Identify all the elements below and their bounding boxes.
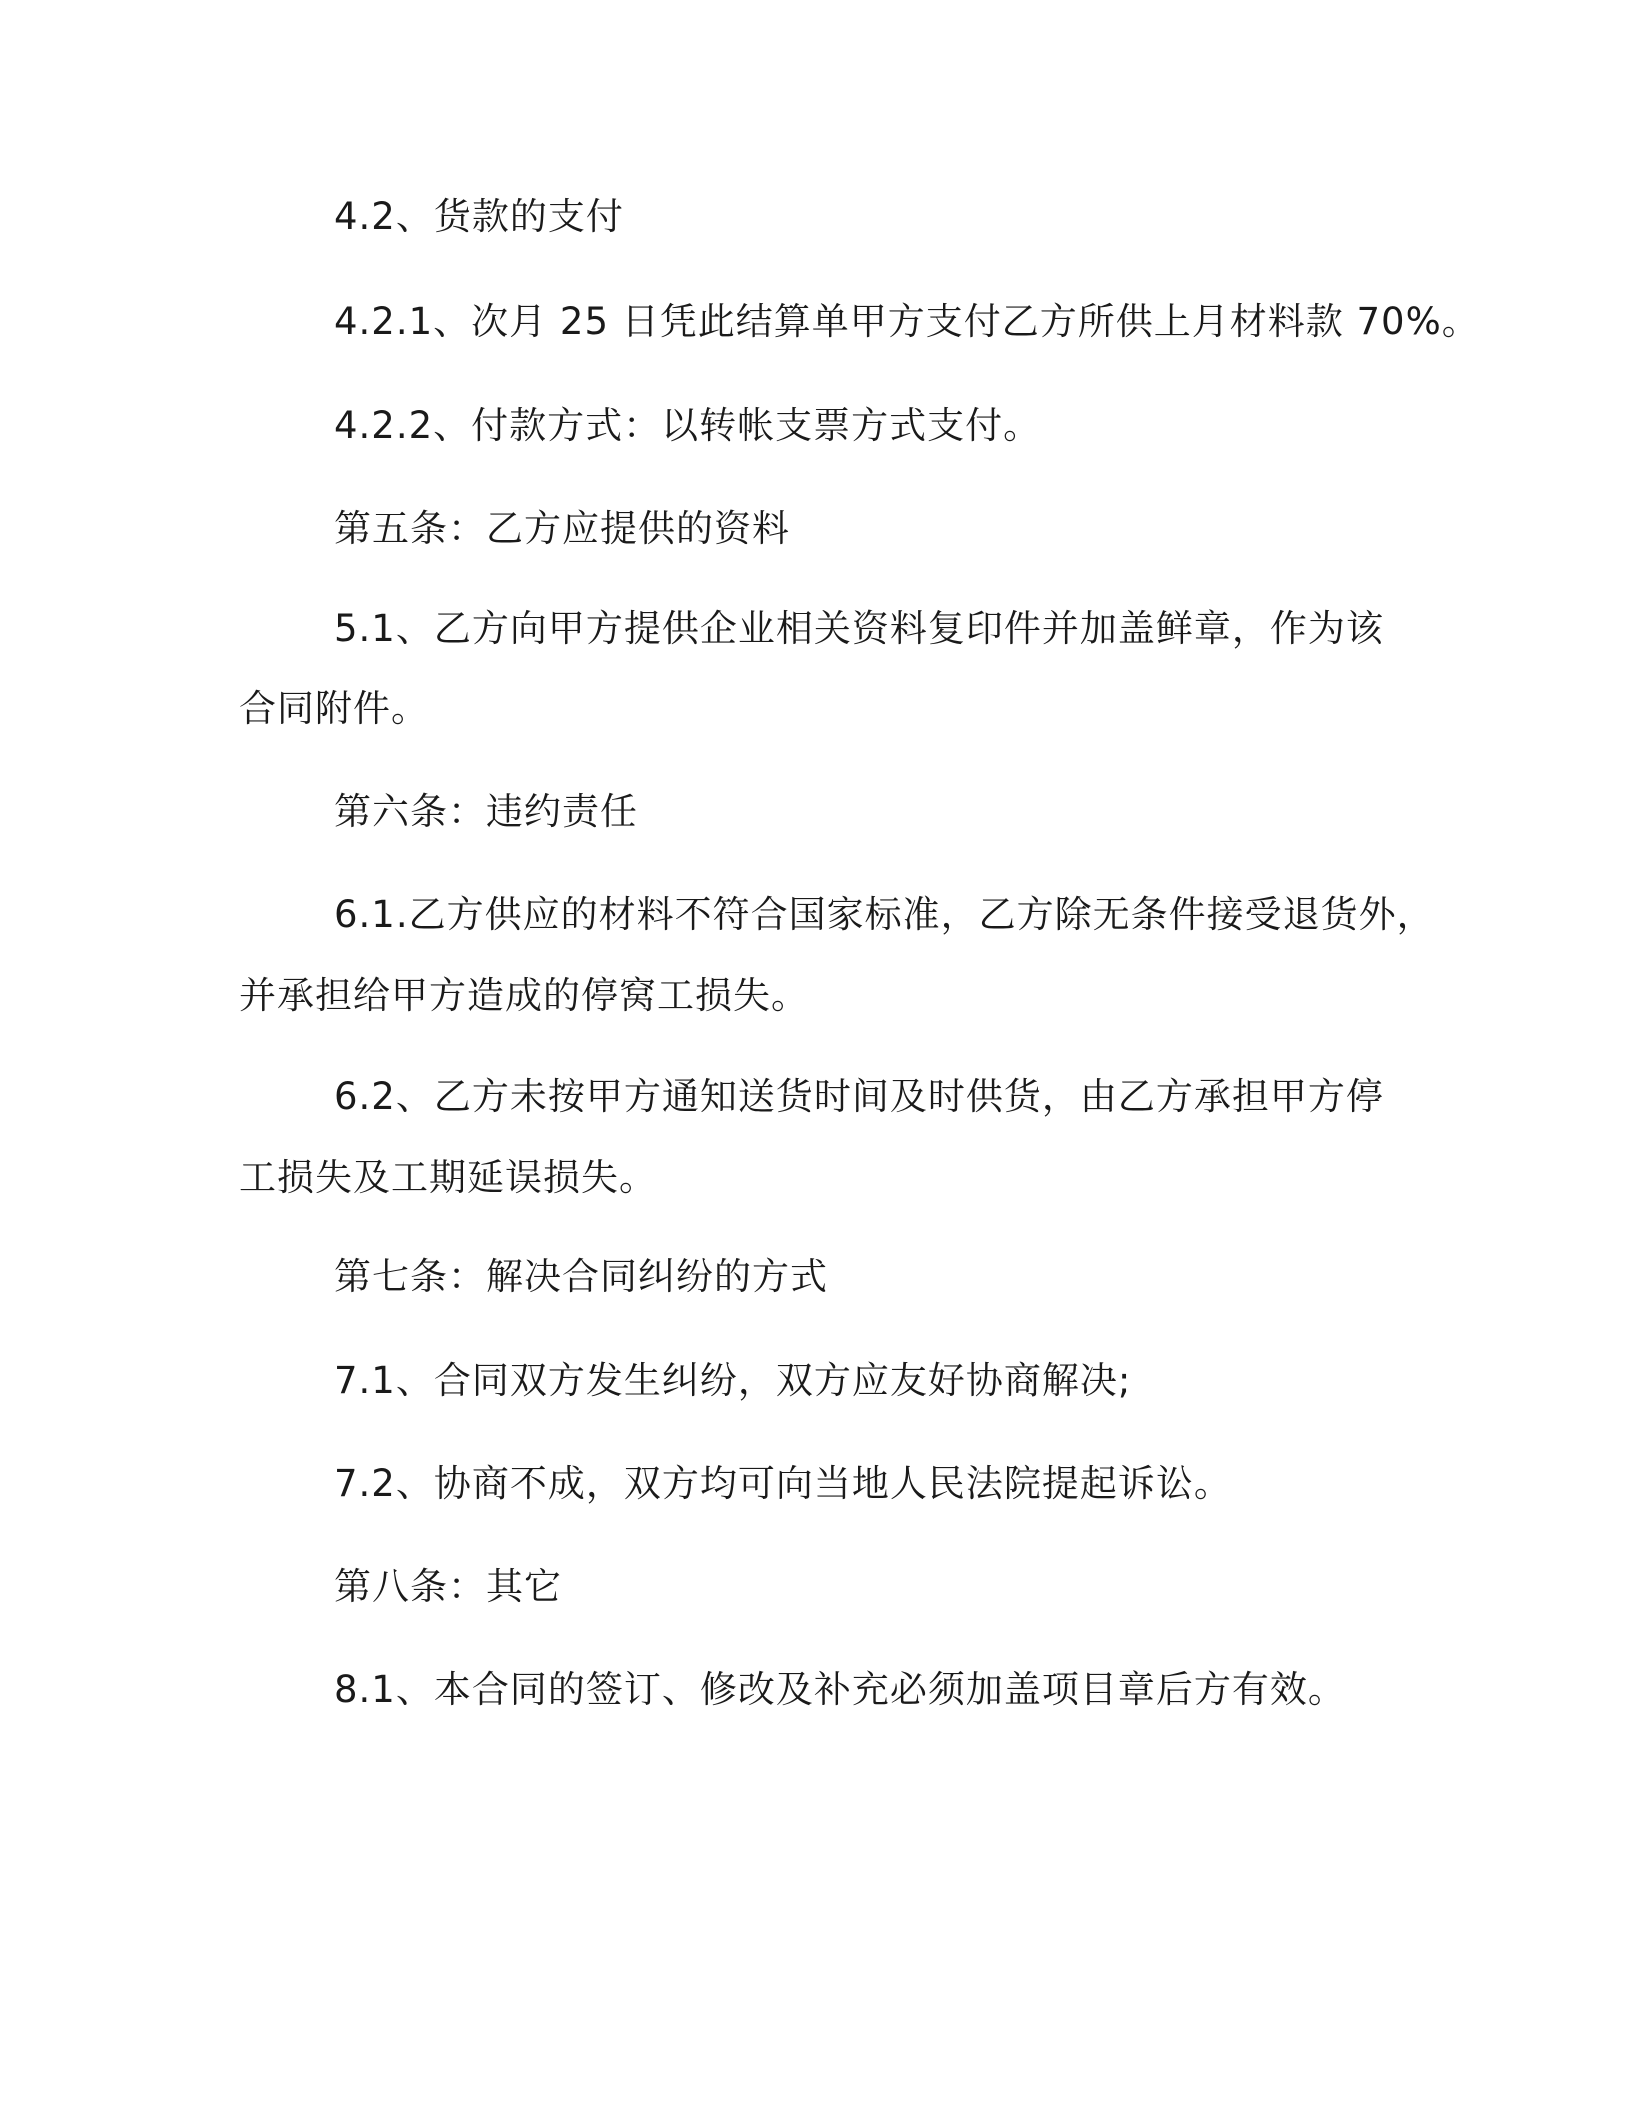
clause-8-1: 8.1、本合同的签订、修改及补充必须加盖项目章后方有效。 bbox=[334, 1668, 1346, 1711]
clause-6-1-line1: 6.1.乙方供应的材料不符合国家标准，乙方除无条件接受退货外， bbox=[334, 893, 1435, 936]
clause-6-2-line1: 6.2、乙方未按甲方通知送货时间及时供货，由乙方承担甲方停 bbox=[334, 1075, 1384, 1118]
article-6-heading: 第六条：违约责任 bbox=[334, 790, 638, 833]
clause-6-1-line2: 并承担给甲方造成的停窝工损失。 bbox=[239, 974, 809, 1017]
article-8-heading: 第八条：其它 bbox=[334, 1565, 562, 1608]
clause-4-2-2: 4.2.2、付款方式：以转帐支票方式支付。 bbox=[334, 404, 1042, 447]
clause-4-2-1: 4.2.1、次月 25 日凭此结算单甲方支付乙方所供上月材料款 70%。 bbox=[334, 300, 1480, 343]
article-5-heading: 第五条：乙方应提供的资料 bbox=[334, 507, 790, 550]
clause-7-2: 7.2、协商不成，双方均可向当地人民法院提起诉讼。 bbox=[334, 1462, 1232, 1505]
clause-6-2-line2: 工损失及工期延误损失。 bbox=[239, 1156, 657, 1199]
article-7-heading: 第七条：解决合同纠纷的方式 bbox=[334, 1255, 828, 1298]
section-4-2-heading: 4.2、货款的支付 bbox=[334, 195, 624, 238]
clause-7-1: 7.1、合同双方发生纠纷，双方应友好协商解决; bbox=[334, 1359, 1132, 1402]
clause-5-1-line2: 合同附件。 bbox=[239, 687, 429, 730]
clause-5-1-line1: 5.1、乙方向甲方提供企业相关资料复印件并加盖鲜章，作为该 bbox=[334, 607, 1384, 650]
